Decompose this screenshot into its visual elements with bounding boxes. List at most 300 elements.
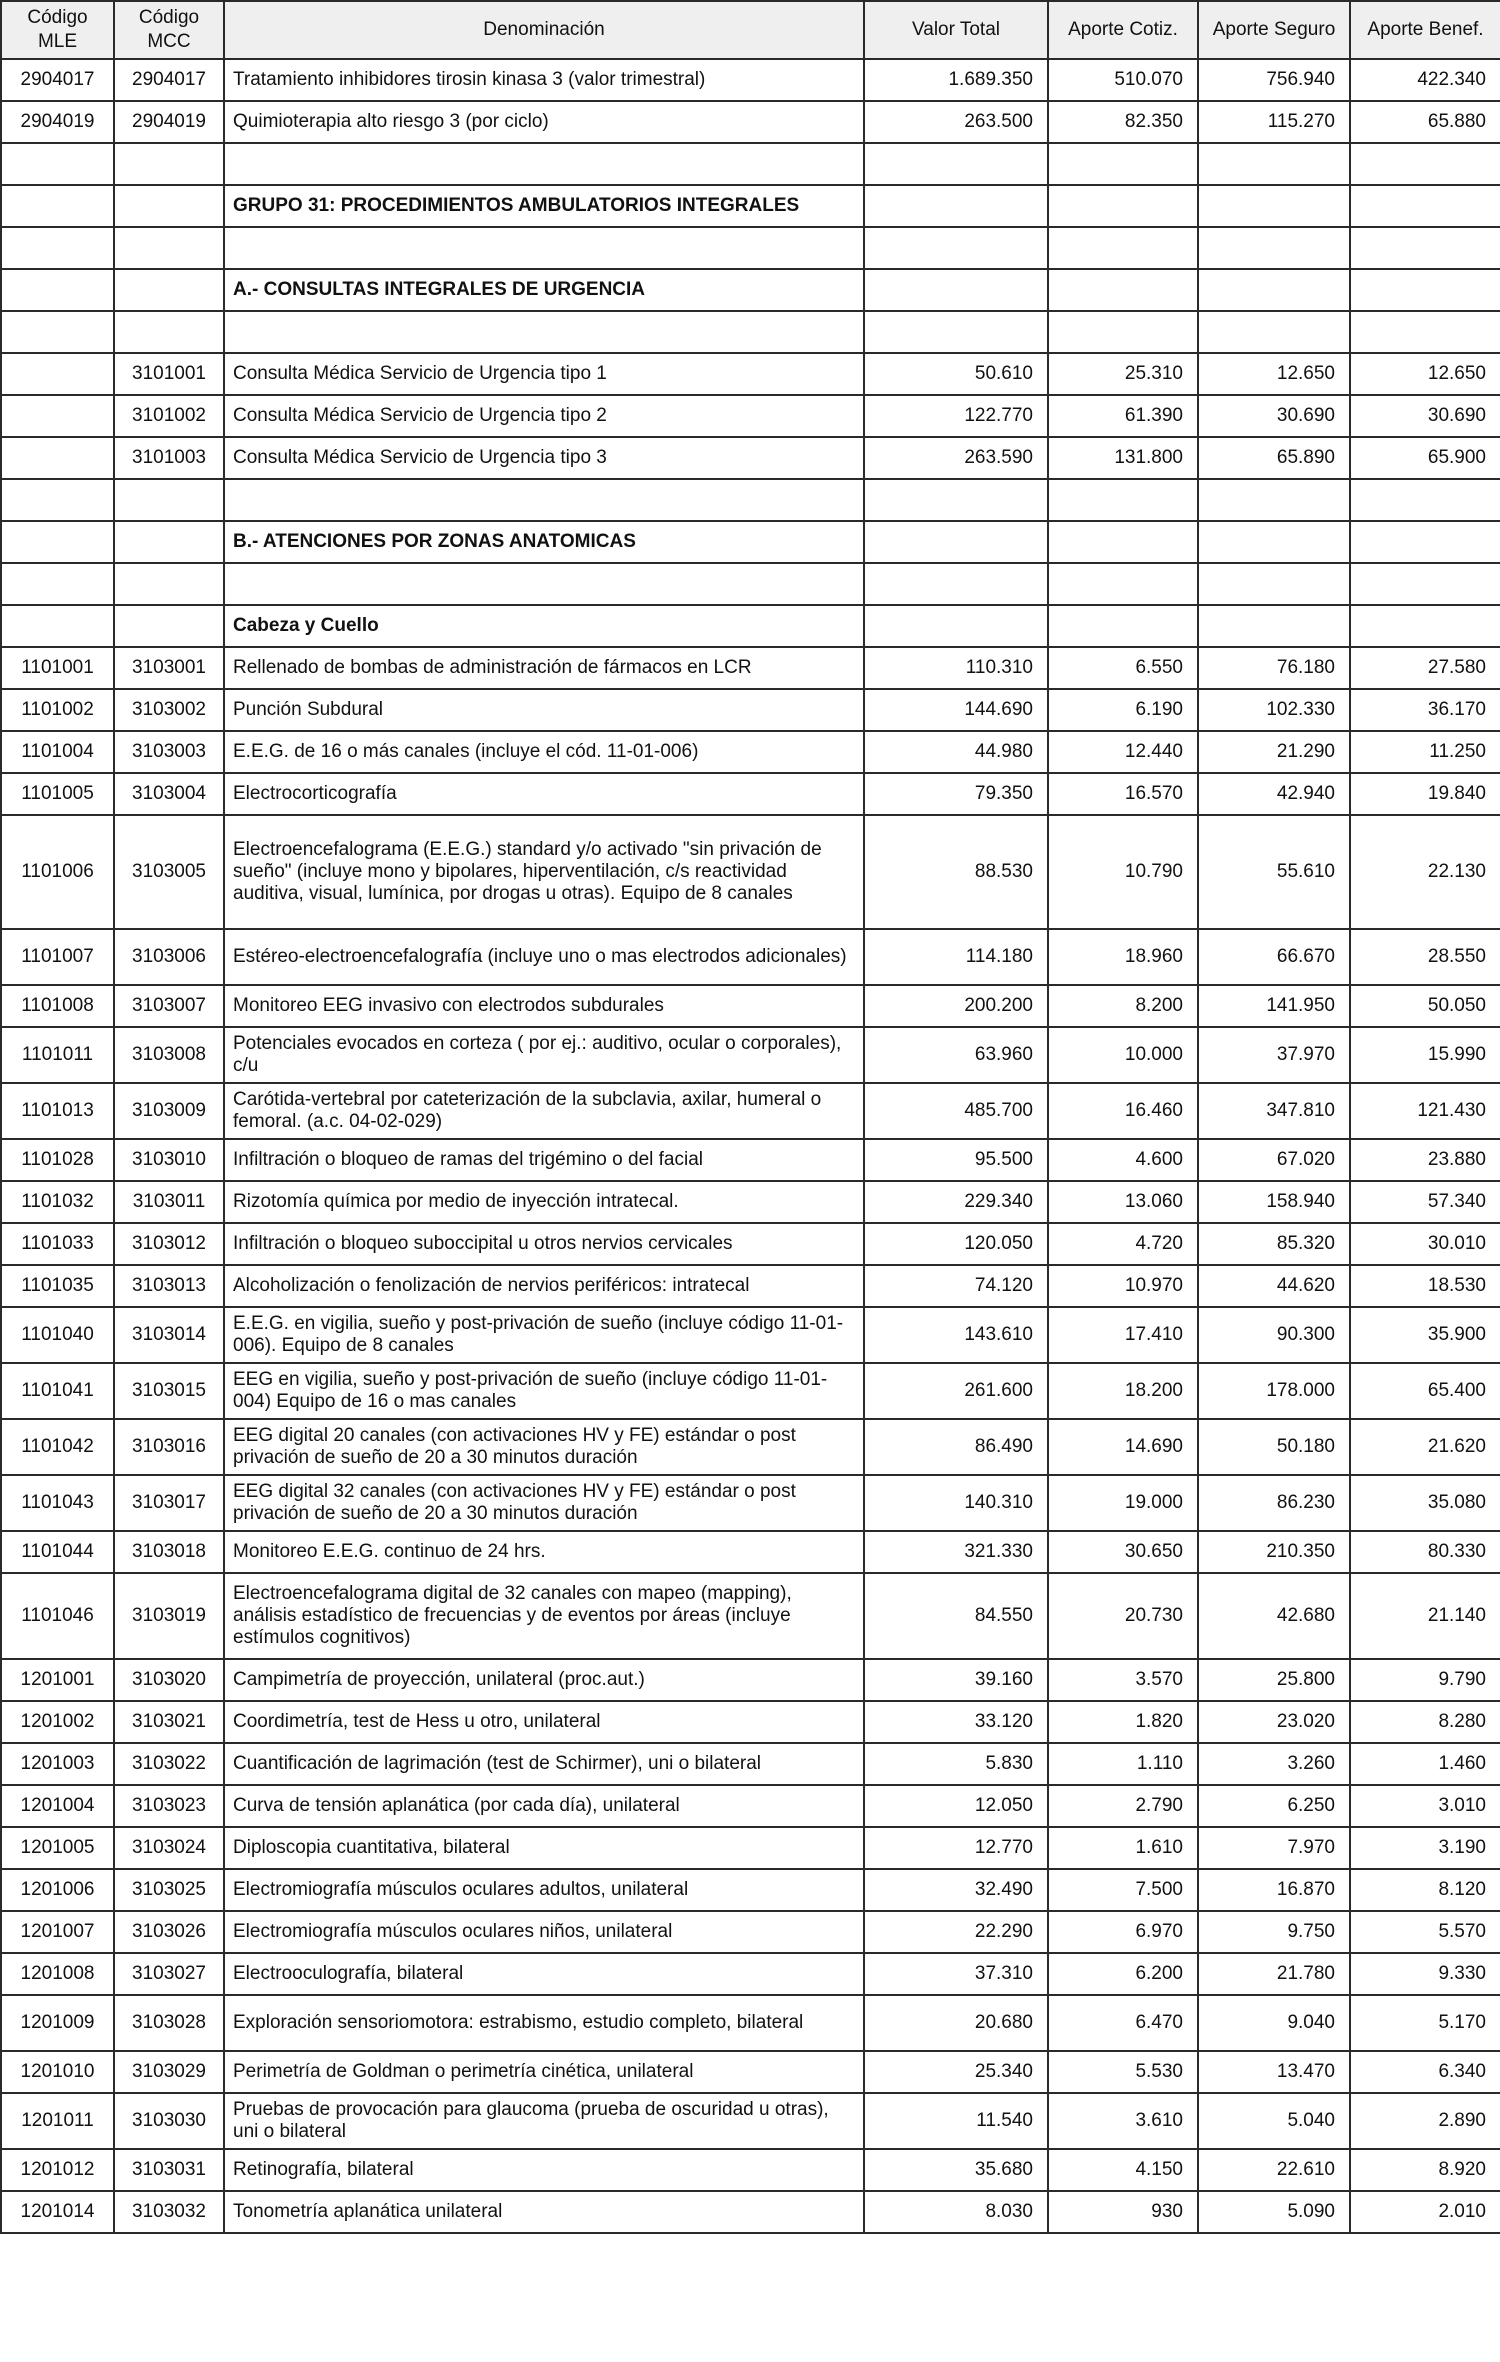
- cell-codigo-mle: [1, 185, 114, 227]
- cell-valor-total: 485.700: [864, 1083, 1048, 1139]
- cell-codigo-mcc: 2904019: [114, 101, 224, 143]
- cell-aporte-seguro: 22.610: [1198, 2149, 1350, 2191]
- cell-aporte-benef: 9.330: [1350, 1953, 1500, 1995]
- header-row: [1, 1, 1500, 59]
- cell-codigo-mcc: 3103010: [114, 1139, 224, 1181]
- cell-aporte-benef: 8.120: [1350, 1869, 1500, 1911]
- cell-aporte-cotiz: 17.410: [1048, 1307, 1198, 1363]
- cell-codigo-mle: 1101040: [1, 1307, 114, 1363]
- cell-codigo-mle: 1201011: [1, 2093, 114, 2149]
- cell-aporte-benef: 3.190: [1350, 1827, 1500, 1869]
- cell-codigo-mle: 1101005: [1, 773, 114, 815]
- cell-codigo-mcc: 3103028: [114, 1995, 224, 2051]
- cell-aporte-benef: [1350, 563, 1500, 605]
- cell-denominacion: A.- CONSULTAS INTEGRALES DE URGENCIA: [224, 269, 864, 311]
- cell-denominacion: Quimioterapia alto riesgo 3 (por ciclo): [224, 101, 864, 143]
- cell-codigo-mcc: 3103032: [114, 2191, 224, 2233]
- cell-aporte-seguro: [1198, 563, 1350, 605]
- cell-denominacion: Infiltración o bloqueo de ramas del trigémino o del facial: [224, 1139, 864, 1181]
- cell-aporte-cotiz: 510.070: [1048, 59, 1198, 101]
- cell-denominacion: Monitoreo EEG invasivo con electrodos subdurales: [224, 985, 864, 1027]
- cell-valor-total: [864, 605, 1048, 647]
- table-row: [1, 1139, 1500, 1181]
- header-aporte-cotiz: Aporte Cotiz.: [1048, 1, 1198, 59]
- cell-codigo-mle: 1201012: [1, 2149, 114, 2191]
- table-row: [1, 1083, 1500, 1139]
- cell-aporte-cotiz: 12.440: [1048, 731, 1198, 773]
- cell-valor-total: 140.310: [864, 1475, 1048, 1531]
- cell-valor-total: 88.530: [864, 815, 1048, 929]
- cell-aporte-benef: [1350, 605, 1500, 647]
- cell-aporte-seguro: 12.650: [1198, 353, 1350, 395]
- cell-valor-total: 200.200: [864, 985, 1048, 1027]
- table-row: [1, 985, 1500, 1027]
- cell-aporte-seguro: 756.940: [1198, 59, 1350, 101]
- cell-aporte-seguro: [1198, 269, 1350, 311]
- cell-aporte-benef: 3.010: [1350, 1785, 1500, 1827]
- cell-codigo-mle: 1101011: [1, 1027, 114, 1083]
- cell-aporte-seguro: 90.300: [1198, 1307, 1350, 1363]
- cell-aporte-benef: [1350, 143, 1500, 185]
- cell-aporte-cotiz: 61.390: [1048, 395, 1198, 437]
- cell-aporte-benef: 22.130: [1350, 815, 1500, 929]
- section-header-row: [1, 185, 1500, 227]
- cell-aporte-benef: [1350, 479, 1500, 521]
- cell-codigo-mle: 1101044: [1, 1531, 114, 1573]
- cell-valor-total: 5.830: [864, 1743, 1048, 1785]
- cell-codigo-mcc: 3103003: [114, 731, 224, 773]
- cell-aporte-seguro: 13.470: [1198, 2051, 1350, 2093]
- cell-aporte-cotiz: 19.000: [1048, 1475, 1198, 1531]
- table-row: [1, 1181, 1500, 1223]
- table-row: [1, 1223, 1500, 1265]
- cell-valor-total: 50.610: [864, 353, 1048, 395]
- cell-aporte-seguro: [1198, 479, 1350, 521]
- cell-aporte-benef: 65.400: [1350, 1363, 1500, 1419]
- cell-valor-total: 229.340: [864, 1181, 1048, 1223]
- cell-valor-total: 143.610: [864, 1307, 1048, 1363]
- cell-aporte-cotiz: 18.960: [1048, 929, 1198, 985]
- cell-valor-total: 20.680: [864, 1995, 1048, 2051]
- cell-denominacion: Tratamiento inhibidores tirosin kinasa 3 (valor trimestral): [224, 59, 864, 101]
- cell-aporte-seguro: [1198, 605, 1350, 647]
- cell-aporte-seguro: 7.970: [1198, 1827, 1350, 1869]
- cell-aporte-seguro: 86.230: [1198, 1475, 1350, 1531]
- cell-aporte-seguro: 141.950: [1198, 985, 1350, 1027]
- cell-valor-total: [864, 563, 1048, 605]
- section-header-row: [1, 521, 1500, 563]
- cell-codigo-mle: 1201001: [1, 1659, 114, 1701]
- cell-aporte-cotiz: 13.060: [1048, 1181, 1198, 1223]
- cell-codigo-mle: 1101032: [1, 1181, 114, 1223]
- table-row: [1, 1659, 1500, 1701]
- cell-aporte-seguro: 158.940: [1198, 1181, 1350, 1223]
- cell-codigo-mle: 1101013: [1, 1083, 114, 1139]
- cell-valor-total: 44.980: [864, 731, 1048, 773]
- cell-aporte-benef: 80.330: [1350, 1531, 1500, 1573]
- cell-codigo-mle: 1101007: [1, 929, 114, 985]
- header-codigo-mcc: Código MCC: [114, 1, 224, 59]
- cell-aporte-benef: 1.460: [1350, 1743, 1500, 1785]
- table-row: [1, 1265, 1500, 1307]
- table-row: [1, 101, 1500, 143]
- cell-aporte-cotiz: 4.600: [1048, 1139, 1198, 1181]
- cell-codigo-mle: 1201005: [1, 1827, 114, 1869]
- cell-codigo-mle: [1, 311, 114, 353]
- cell-denominacion: EEG en vigilia, sueño y post-privación de sueño (incluye código 11-01-004) Equipo de 16 o mas canales: [224, 1363, 864, 1419]
- cell-codigo-mle: 1101046: [1, 1573, 114, 1659]
- cell-denominacion: Electroencefalograma (E.E.G.) standard y/o activado "sin privación de sueño" (incluye mono y bipolares, hiperventilación, c/s reactividad auditiva, visual, lumínica, por drogas u otras). Equipo de 8 canales: [224, 815, 864, 929]
- cell-codigo-mcc: [114, 269, 224, 311]
- cell-denominacion: EEG digital 32 canales (con activaciones HV y FE) estándar o post privación de sueño de 20 a 30 minutos duración: [224, 1475, 864, 1531]
- cell-aporte-cotiz: 16.570: [1048, 773, 1198, 815]
- cell-denominacion: Campimetría de proyección, unilateral (proc.aut.): [224, 1659, 864, 1701]
- section-header-row: [1, 605, 1500, 647]
- cell-aporte-seguro: 66.670: [1198, 929, 1350, 985]
- table-row: [1, 1307, 1500, 1363]
- cell-codigo-mcc: 3103015: [114, 1363, 224, 1419]
- cell-codigo-mle: [1, 437, 114, 479]
- cell-denominacion: Diploscopia cuantitativa, bilateral: [224, 1827, 864, 1869]
- table-row: [1, 1419, 1500, 1475]
- cell-aporte-benef: 8.280: [1350, 1701, 1500, 1743]
- table-row: [1, 1743, 1500, 1785]
- cell-aporte-cotiz: 131.800: [1048, 437, 1198, 479]
- cell-codigo-mcc: 3103018: [114, 1531, 224, 1573]
- cell-aporte-seguro: 210.350: [1198, 1531, 1350, 1573]
- cell-aporte-cotiz: [1048, 563, 1198, 605]
- cell-aporte-cotiz: 1.110: [1048, 1743, 1198, 1785]
- cell-denominacion: GRUPO 31: PROCEDIMIENTOS AMBULATORIOS INTEGRALES: [224, 185, 864, 227]
- table-row: [1, 647, 1500, 689]
- cell-denominacion: Rizotomía química por medio de inyección intratecal.: [224, 1181, 864, 1223]
- cell-codigo-mcc: 3103007: [114, 985, 224, 1027]
- cell-aporte-benef: 6.340: [1350, 2051, 1500, 2093]
- cell-aporte-cotiz: [1048, 185, 1198, 227]
- cell-aporte-benef: 23.880: [1350, 1139, 1500, 1181]
- cell-valor-total: [864, 227, 1048, 269]
- cell-denominacion: Perimetría de Goldman o perimetría cinética, unilateral: [224, 2051, 864, 2093]
- table-row: [1, 1827, 1500, 1869]
- cell-aporte-benef: 5.570: [1350, 1911, 1500, 1953]
- cell-codigo-mle: 1101041: [1, 1363, 114, 1419]
- cell-valor-total: 12.770: [864, 1827, 1048, 1869]
- cell-aporte-seguro: 50.180: [1198, 1419, 1350, 1475]
- cell-codigo-mcc: 3103017: [114, 1475, 224, 1531]
- table-row: [1, 2149, 1500, 2191]
- cell-aporte-seguro: 21.780: [1198, 1953, 1350, 1995]
- cell-aporte-benef: 30.010: [1350, 1223, 1500, 1265]
- cell-aporte-cotiz: [1048, 269, 1198, 311]
- cell-codigo-mle: 1101006: [1, 815, 114, 929]
- table-row: [1, 395, 1500, 437]
- blank-row: [1, 479, 1500, 521]
- cell-valor-total: [864, 521, 1048, 563]
- cell-codigo-mcc: [114, 521, 224, 563]
- cell-aporte-cotiz: 3.610: [1048, 2093, 1198, 2149]
- cell-valor-total: 33.120: [864, 1701, 1048, 1743]
- cell-aporte-cotiz: 930: [1048, 2191, 1198, 2233]
- cell-aporte-seguro: 30.690: [1198, 395, 1350, 437]
- table-row: [1, 59, 1500, 101]
- cell-valor-total: 84.550: [864, 1573, 1048, 1659]
- table-row: [1, 1475, 1500, 1531]
- cell-codigo-mcc: 3103031: [114, 2149, 224, 2191]
- cell-aporte-cotiz: 7.500: [1048, 1869, 1198, 1911]
- cell-denominacion: Rellenado de bombas de administración de fármacos en LCR: [224, 647, 864, 689]
- cell-codigo-mcc: 3101001: [114, 353, 224, 395]
- cell-denominacion: Punción Subdural: [224, 689, 864, 731]
- cell-valor-total: 110.310: [864, 647, 1048, 689]
- cell-valor-total: [864, 479, 1048, 521]
- cell-denominacion: Exploración sensoriomotora: estrabismo, estudio completo, bilateral: [224, 1995, 864, 2051]
- cell-codigo-mcc: 3103024: [114, 1827, 224, 1869]
- cell-aporte-benef: 2.890: [1350, 2093, 1500, 2149]
- cell-denominacion: Electromiografía músculos oculares adultos, unilateral: [224, 1869, 864, 1911]
- table-header: [1, 1, 1500, 59]
- cell-valor-total: 8.030: [864, 2191, 1048, 2233]
- cell-codigo-mcc: 3103011: [114, 1181, 224, 1223]
- cell-codigo-mle: [1, 395, 114, 437]
- cell-codigo-mcc: [114, 479, 224, 521]
- section-header-row: [1, 269, 1500, 311]
- cell-aporte-seguro: [1198, 185, 1350, 227]
- cell-codigo-mle: 1201007: [1, 1911, 114, 1953]
- cell-aporte-benef: 8.920: [1350, 2149, 1500, 2191]
- cell-denominacion: Pruebas de provocación para glaucoma (prueba de oscuridad u otras), uni o bilateral: [224, 2093, 864, 2149]
- cell-aporte-seguro: 21.290: [1198, 731, 1350, 773]
- cell-aporte-seguro: [1198, 521, 1350, 563]
- cell-aporte-cotiz: 25.310: [1048, 353, 1198, 395]
- table-row: [1, 815, 1500, 929]
- cell-denominacion: Estéreo-electroencefalografía (incluye uno o mas electrodos adicionales): [224, 929, 864, 985]
- cell-codigo-mle: 1101028: [1, 1139, 114, 1181]
- cell-aporte-benef: 2.010: [1350, 2191, 1500, 2233]
- cell-valor-total: 12.050: [864, 1785, 1048, 1827]
- cell-aporte-benef: 11.250: [1350, 731, 1500, 773]
- cell-denominacion: E.E.G. en vigilia, sueño y post-privación de sueño (incluye código 11-01-006). Equipo de 8 canales: [224, 1307, 864, 1363]
- cell-aporte-seguro: 67.020: [1198, 1139, 1350, 1181]
- cell-codigo-mcc: [114, 227, 224, 269]
- cell-aporte-benef: 5.170: [1350, 1995, 1500, 2051]
- table-row: [1, 1785, 1500, 1827]
- cell-valor-total: 114.180: [864, 929, 1048, 985]
- cell-aporte-benef: [1350, 521, 1500, 563]
- cell-aporte-benef: 18.530: [1350, 1265, 1500, 1307]
- cell-denominacion: Cuantificación de lagrimación (test de Schirmer), uni o bilateral: [224, 1743, 864, 1785]
- cell-codigo-mle: 1201002: [1, 1701, 114, 1743]
- cell-aporte-benef: 12.650: [1350, 353, 1500, 395]
- cell-aporte-seguro: 5.040: [1198, 2093, 1350, 2149]
- table-row: [1, 1869, 1500, 1911]
- table-row: [1, 1995, 1500, 2051]
- table-row: [1, 1953, 1500, 1995]
- table-row: [1, 929, 1500, 985]
- cell-aporte-benef: 15.990: [1350, 1027, 1500, 1083]
- cell-aporte-seguro: 55.610: [1198, 815, 1350, 929]
- cell-aporte-seguro: 42.940: [1198, 773, 1350, 815]
- cell-aporte-cotiz: 18.200: [1048, 1363, 1198, 1419]
- table-row: [1, 731, 1500, 773]
- cell-aporte-cotiz: 6.470: [1048, 1995, 1198, 2051]
- table-row: [1, 1573, 1500, 1659]
- blank-row: [1, 311, 1500, 353]
- cell-codigo-mle: 1101004: [1, 731, 114, 773]
- cell-codigo-mcc: 3103027: [114, 1953, 224, 1995]
- table-row: [1, 1027, 1500, 1083]
- cell-codigo-mcc: [114, 143, 224, 185]
- cell-codigo-mle: 1101042: [1, 1419, 114, 1475]
- cell-aporte-benef: 30.690: [1350, 395, 1500, 437]
- cell-aporte-benef: 50.050: [1350, 985, 1500, 1027]
- cell-valor-total: [864, 185, 1048, 227]
- cell-denominacion: Retinografía, bilateral: [224, 2149, 864, 2191]
- cell-valor-total: 321.330: [864, 1531, 1048, 1573]
- cell-codigo-mcc: 3103022: [114, 1743, 224, 1785]
- table-row: [1, 689, 1500, 731]
- cell-valor-total: 63.960: [864, 1027, 1048, 1083]
- cell-aporte-benef: 19.840: [1350, 773, 1500, 815]
- cell-codigo-mcc: 3103019: [114, 1573, 224, 1659]
- cell-aporte-cotiz: 10.790: [1048, 815, 1198, 929]
- cell-aporte-cotiz: 30.650: [1048, 1531, 1198, 1573]
- cell-aporte-benef: 121.430: [1350, 1083, 1500, 1139]
- cell-codigo-mle: 1201008: [1, 1953, 114, 1995]
- cell-codigo-mcc: 3103013: [114, 1265, 224, 1307]
- cell-aporte-seguro: 37.970: [1198, 1027, 1350, 1083]
- cell-aporte-seguro: [1198, 227, 1350, 269]
- cell-codigo-mle: 1201010: [1, 2051, 114, 2093]
- cell-aporte-cotiz: 6.190: [1048, 689, 1198, 731]
- table-row: [1, 2051, 1500, 2093]
- cell-aporte-benef: 35.900: [1350, 1307, 1500, 1363]
- cell-codigo-mle: 1201003: [1, 1743, 114, 1785]
- cell-aporte-benef: 65.880: [1350, 101, 1500, 143]
- table-body: [1, 59, 1500, 2233]
- cell-aporte-benef: 21.620: [1350, 1419, 1500, 1475]
- cell-aporte-benef: 28.550: [1350, 929, 1500, 985]
- cell-aporte-seguro: 16.870: [1198, 1869, 1350, 1911]
- cell-denominacion: Consulta Médica Servicio de Urgencia tipo 2: [224, 395, 864, 437]
- cell-valor-total: 35.680: [864, 2149, 1048, 2191]
- cell-aporte-cotiz: 16.460: [1048, 1083, 1198, 1139]
- cell-codigo-mcc: 3101002: [114, 395, 224, 437]
- cell-denominacion: [224, 479, 864, 521]
- cell-codigo-mcc: 3103008: [114, 1027, 224, 1083]
- cell-valor-total: 22.290: [864, 1911, 1048, 1953]
- cell-aporte-benef: 422.340: [1350, 59, 1500, 101]
- cell-aporte-cotiz: 2.790: [1048, 1785, 1198, 1827]
- cell-denominacion: E.E.G. de 16 o más canales (incluye el cód. 11-01-006): [224, 731, 864, 773]
- cell-denominacion: Electrooculografía, bilateral: [224, 1953, 864, 1995]
- cell-aporte-seguro: 65.890: [1198, 437, 1350, 479]
- cell-aporte-cotiz: [1048, 311, 1198, 353]
- cell-valor-total: 79.350: [864, 773, 1048, 815]
- cell-valor-total: 37.310: [864, 1953, 1048, 1995]
- cell-codigo-mcc: 3103020: [114, 1659, 224, 1701]
- header-aporte-seguro: Aporte Seguro: [1198, 1, 1350, 59]
- cell-aporte-seguro: 44.620: [1198, 1265, 1350, 1307]
- cell-aporte-benef: 57.340: [1350, 1181, 1500, 1223]
- cell-codigo-mle: [1, 605, 114, 647]
- cell-codigo-mle: 1201014: [1, 2191, 114, 2233]
- cell-codigo-mcc: 3103005: [114, 815, 224, 929]
- cell-aporte-benef: 35.080: [1350, 1475, 1500, 1531]
- cell-codigo-mcc: 3103023: [114, 1785, 224, 1827]
- cell-codigo-mle: [1, 227, 114, 269]
- cell-aporte-seguro: 3.260: [1198, 1743, 1350, 1785]
- table-row: [1, 773, 1500, 815]
- cell-denominacion: [224, 227, 864, 269]
- table-row: [1, 1531, 1500, 1573]
- cell-denominacion: Infiltración o bloqueo suboccipital u otros nervios cervicales: [224, 1223, 864, 1265]
- cell-codigo-mcc: 2904017: [114, 59, 224, 101]
- cell-aporte-cotiz: 10.970: [1048, 1265, 1198, 1307]
- cell-valor-total: 263.500: [864, 101, 1048, 143]
- cell-aporte-cotiz: 6.550: [1048, 647, 1198, 689]
- table-row: [1, 1363, 1500, 1419]
- cell-valor-total: 39.160: [864, 1659, 1048, 1701]
- cell-codigo-mle: [1, 563, 114, 605]
- cell-codigo-mle: [1, 353, 114, 395]
- cell-denominacion: Monitoreo E.E.G. continuo de 24 hrs.: [224, 1531, 864, 1573]
- cell-aporte-cotiz: 8.200: [1048, 985, 1198, 1027]
- cell-codigo-mle: 1101008: [1, 985, 114, 1027]
- cell-codigo-mcc: 3103012: [114, 1223, 224, 1265]
- cell-codigo-mcc: [114, 605, 224, 647]
- header-denominacion: Denominación: [224, 1, 864, 59]
- cell-codigo-mle: 1201009: [1, 1995, 114, 2051]
- cell-aporte-seguro: 5.090: [1198, 2191, 1350, 2233]
- cell-codigo-mcc: 3103001: [114, 647, 224, 689]
- blank-row: [1, 143, 1500, 185]
- cell-denominacion: Potenciales evocados en corteza ( por ej.: auditivo, ocular o corporales), c/u: [224, 1027, 864, 1083]
- cell-aporte-cotiz: 20.730: [1048, 1573, 1198, 1659]
- cell-codigo-mle: [1, 143, 114, 185]
- cell-aporte-cotiz: 6.200: [1048, 1953, 1198, 1995]
- cell-aporte-seguro: 23.020: [1198, 1701, 1350, 1743]
- cell-aporte-cotiz: 5.530: [1048, 2051, 1198, 2093]
- cell-denominacion: EEG digital 20 canales (con activaciones HV y FE) estándar o post privación de sueño de 20 a 30 minutos duración: [224, 1419, 864, 1475]
- cell-codigo-mcc: 3103014: [114, 1307, 224, 1363]
- table-row: [1, 2093, 1500, 2149]
- cell-codigo-mcc: 3103009: [114, 1083, 224, 1139]
- cell-codigo-mle: 1101002: [1, 689, 114, 731]
- cell-aporte-cotiz: [1048, 143, 1198, 185]
- cell-valor-total: 144.690: [864, 689, 1048, 731]
- cell-denominacion: Electrocorticografía: [224, 773, 864, 815]
- cell-codigo-mcc: 3103016: [114, 1419, 224, 1475]
- cell-aporte-cotiz: 3.570: [1048, 1659, 1198, 1701]
- cell-aporte-benef: [1350, 311, 1500, 353]
- cell-aporte-cotiz: 1.610: [1048, 1827, 1198, 1869]
- cell-aporte-cotiz: 1.820: [1048, 1701, 1198, 1743]
- cell-valor-total: 122.770: [864, 395, 1048, 437]
- cell-valor-total: [864, 311, 1048, 353]
- cell-codigo-mle: [1, 521, 114, 563]
- cell-codigo-mle: 2904017: [1, 59, 114, 101]
- cell-valor-total: 261.600: [864, 1363, 1048, 1419]
- table-row: [1, 437, 1500, 479]
- cell-valor-total: 95.500: [864, 1139, 1048, 1181]
- cell-denominacion: Coordimetría, test de Hess u otro, unilateral: [224, 1701, 864, 1743]
- cell-aporte-benef: [1350, 227, 1500, 269]
- cell-codigo-mcc: 3103004: [114, 773, 224, 815]
- cell-denominacion: Carótida-vertebral por cateterización de la subclavia, axilar, humeral o femoral. (a.c. 04-02-029): [224, 1083, 864, 1139]
- cell-aporte-seguro: 9.750: [1198, 1911, 1350, 1953]
- table-row: [1, 1911, 1500, 1953]
- cell-aporte-seguro: [1198, 143, 1350, 185]
